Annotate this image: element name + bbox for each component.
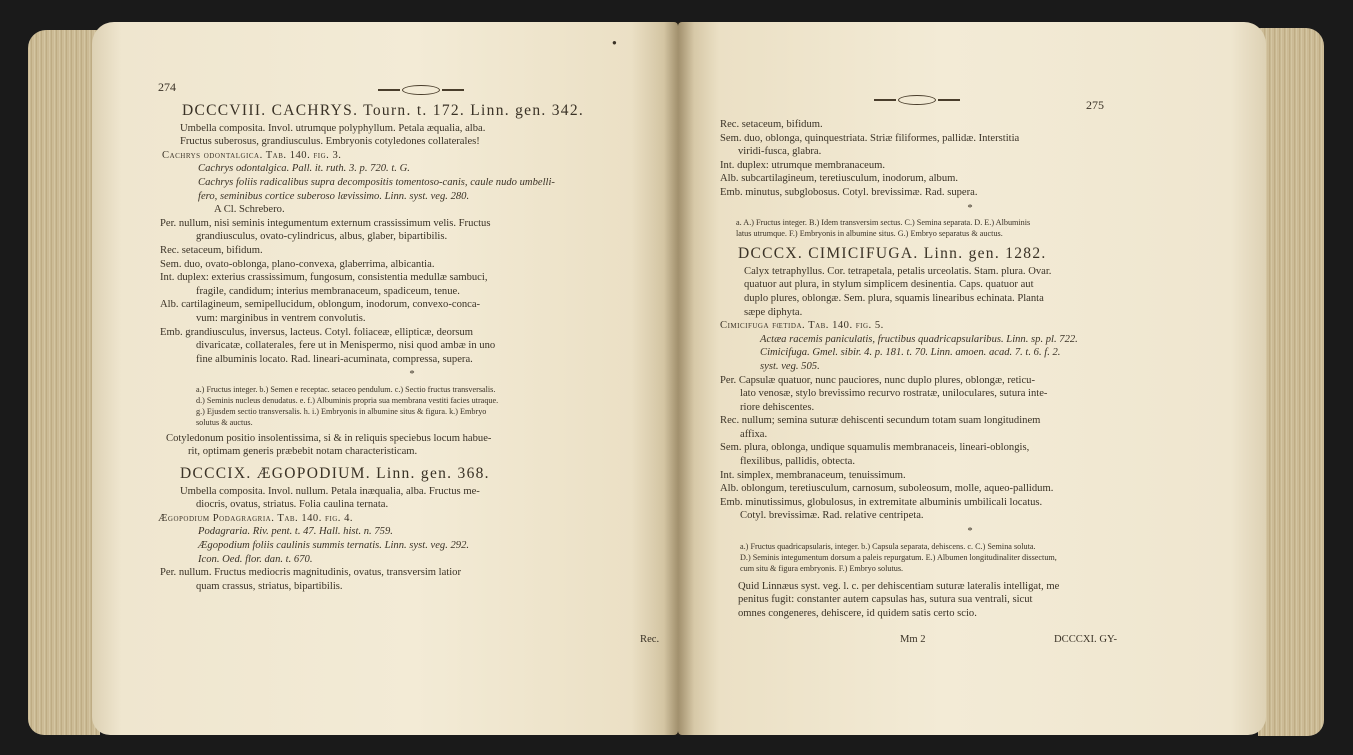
right-catchword: DCCCXI. GY- — [1054, 634, 1117, 645]
asterisk-divider: * — [967, 526, 973, 538]
desc-line: affixa. — [740, 428, 768, 440]
desc-line: grandiusculus, ovato-cylindricus, albus, glaber, bipartibilis. — [196, 231, 448, 243]
intro-line: Umbella composita. Invol. utrumque polyphyllum. Petala æqualia, alba. — [180, 122, 486, 134]
desc-line: Emb. grandiusculus, inversus, lacteus. Cotyl. foliaceæ, ellipticæ, deorsum — [160, 326, 474, 338]
figure-note-line: cum situ & figura embryonis. F.) Embryo solutus. — [740, 563, 904, 573]
synonym-line: syst. veg. 505. — [760, 360, 820, 372]
species-line: Ægopodium Podagragria. Tab. 140. fig. 4. — [158, 512, 354, 524]
left-page — [92, 22, 678, 735]
desc-line: Emb. minutissimus, globulosus, in extremitate albuminis umbilicali locatus. — [720, 496, 1043, 508]
species-line: Cimicifuga fœtida. Tab. 140. fig. 5. — [720, 320, 884, 332]
desc-line: Int. duplex: utrumque membranaceum. — [720, 159, 886, 171]
desc-line: divaricatæ, collaterales, fere ut in Menispermo, nisi quod ambæ in uno — [196, 340, 496, 352]
desc-line: Int. simplex, membranaceum, tenuissimum. — [720, 469, 906, 481]
figure-note-line: d.) Seminis nucleus denudatus. e. f.) Albuminis propria sua membrana vestiti facies utraque. — [196, 395, 499, 405]
left-page-edges — [28, 30, 100, 735]
genus-heading-cimicifuga: DCCCX. CIMICIFUGA. Linn. gen. 1282. — [738, 245, 1047, 263]
desc-line: fragile, candidum; interius membranaceum, spadiceum, tenue. — [196, 285, 460, 297]
desc-line: Per. Capsulæ quatuor, nunc pauciores, nunc duplo plures, oblongæ, reticu- — [720, 374, 1035, 386]
species-line: Cachrys odontalgica. Tab. 140. fig. 3. — [162, 149, 342, 161]
desc-line: Rec. setaceum, bifidum. — [160, 244, 263, 256]
synonym-line: Icon. Oed. flor. dan. t. 670. — [198, 553, 313, 565]
book-gutter — [664, 22, 694, 735]
synonym-line: Cimicifuga. Gmel. sibir. 4. p. 181. t. 70. Linn. amoen. acad. 7. t. 6. f. 2. — [760, 347, 1061, 359]
right-page-edges — [1258, 28, 1324, 736]
intro-line: diocris, ovatus, striatus. Folia caulina ternata. — [196, 499, 389, 511]
intro-line: Fructus suberosus, grandiusculus. Embryonis cotyledones collaterales! — [180, 136, 480, 148]
synonym-line: Ægopodium foliis caulinis summis ternatis. Linn. syst. veg. 292. — [198, 540, 470, 552]
figure-note-line: latus utrumque. F.) Embryonis in albumine situs. G.) Embryo separatus & auctus. — [736, 229, 1003, 239]
desc-line: flexilibus, pallidis, obtecta. — [740, 456, 856, 468]
left-catchword: Rec. — [640, 634, 660, 645]
desc-line: lato venosæ, stylo brevissimo recurvo rostratæ, uniloculares, sutura inte- — [740, 388, 1048, 400]
synonym-line: Podagraria. Riv. pent. t. 47. Hall. hist. n. 759. — [198, 526, 393, 538]
synonym-line: Cachrys foliis radicalibus supra decompositis tomentoso-canis, caule nudo umbelli- — [198, 176, 555, 188]
signature-mark: Mm 2 — [900, 634, 926, 645]
intro-line: Calyx tetraphyllus. Cor. tetrapetala, petalis urceolatis. Stam. plura. Ovar. — [744, 265, 1052, 277]
right-page-number: 275 — [1086, 98, 1104, 112]
desc-line: Alb. oblongum, teretiusculum, carnosum, suboleosum, molle, aqueo-pallidum. — [720, 483, 1054, 495]
desc-line: Alb. cartilagineum, semipellucidum, oblongum, inodorum, convexo-conca- — [160, 299, 481, 311]
desc-line: vum: marginibus in ventrem convolutis. — [196, 312, 366, 324]
left-page-body — [156, 100, 668, 593]
synonym-line: Cachrys odontalgica. Pall. it. ruth. 3. p. 720. t. G. — [198, 163, 410, 175]
intro-line: sæpe diphyta. — [744, 306, 803, 318]
genus-heading-cachrys: DCCCVIII. CACHRYS. Tourn. t. 172. Linn. gen. 342. — [182, 102, 585, 119]
remark-line: rit, optimam generis præbebit notam characteristicam. — [188, 446, 418, 458]
desc-line: Alb. subcartilagineum, teretiusculum, inodorum, album. — [720, 173, 959, 185]
desc-line: Cotyl. brevissimæ. Rad. relative centripeta. — [740, 510, 924, 522]
remark-line: Quid Linnæus syst. veg. l. c. per dehiscentiam suturæ lateralis intelligat, me — [738, 580, 1060, 592]
synonym-line: fero, seminibus cortice suberoso lævissimo. Linn. syst. veg. 280. — [198, 190, 470, 202]
desc-line: Per. nullum. Fructus mediocris magnitudinis, ovatus, transversim latior — [160, 567, 462, 579]
figure-note-line: a.) Fructus integer. b.) Semen e receptac. setaceo pendulum. c.) Sectio fructus transversalis. — [196, 384, 496, 394]
desc-line: Rec. setaceum, bifidum. — [720, 119, 823, 130]
synonym-line: Actæa racemis paniculatis, fructibus quadricapsularibus. Linn. sp. pl. 722. — [760, 333, 1078, 345]
figure-note-line: solutus & auctus. — [196, 417, 253, 427]
figure-note-line: a. A.) Fructus integer. B.) Idem transversim sectus. C.) Semina separata. D. E.) Albuminis — [736, 218, 1031, 228]
desc-line: Per. nullum, nisi seminis integumentum externum crassissimum velis. Fructus — [160, 217, 491, 229]
right-header-ornament-icon — [874, 94, 960, 105]
left-page-number: 274 — [158, 80, 176, 94]
figure-note-line: g.) Ejusdem sectio transversalis. h. i.) Embryonis in albumine situs & figura. k.) Embryo — [196, 406, 487, 416]
desc-line: Sem. duo, ovato-oblonga, plano-convexa, glaberrima, albicantia. — [160, 258, 435, 270]
genus-heading-aegopodium: DCCCIX. ÆGOPODIUM. Linn. gen. 368. — [180, 465, 490, 483]
right-page — [678, 22, 1266, 735]
remark-line: omnes congeneres, dehiscere, id quidem satis certo scio. — [738, 607, 977, 619]
desc-line: riore dehiscentes. — [740, 401, 815, 413]
ink-dot-icon: ● — [612, 38, 617, 47]
intro-line: Umbella composita. Invol. nullum. Petala inæqualia, alba. Fructus me- — [180, 485, 480, 497]
asterisk-divider: * — [967, 202, 973, 214]
left-header-ornament-icon — [378, 84, 464, 95]
desc-line: viridi-fusca, glabra. — [738, 146, 822, 158]
remark-line: Cotyledonum positio insolentissima, si & in reliquis speciebus locum habue- — [166, 432, 492, 444]
intro-line: quatuor aut plura, in stylum simplicem desinentia. Caps. quatuor aut — [744, 279, 1034, 291]
asterisk-divider: * — [409, 369, 415, 381]
desc-line: quam crassus, striatus, bipartibilis. — [196, 580, 343, 592]
source-line: A Cl. Schrebero. — [214, 204, 285, 216]
figure-note-line: a.) Fructus quadricapsularis, integer. b.) Capsula separata, dehiscens. c. C.) Semina soluta. — [740, 541, 1036, 551]
desc-line: Int. duplex: exterius crassissimum, fungosum, consistentia medullæ sambuci, — [160, 272, 488, 284]
right-page-body — [720, 118, 1220, 620]
desc-line: Sem. plura, oblonga, undique squamulis membranaceis, lineari-oblongis, — [720, 442, 1030, 454]
desc-line: fine albuminis locato. Rad. lineari-acuminata, compressa, supera. — [196, 353, 473, 365]
figure-note-line: D.) Seminis integumentum dorsum a paleis repurgatum. E.) Albumen longitudinaliter dissectum, — [740, 552, 1057, 562]
desc-line: Emb. minutus, subglobosus. Cotyl. brevissimæ. Rad. supera. — [720, 186, 978, 198]
remark-line: penitus fugit: constanter autem capsulas has, sutura sua ventrali, sicut — [738, 594, 1033, 606]
desc-line: Rec. nullum; semina suturæ dehiscenti secundum totam suam longitudinem — [720, 415, 1041, 427]
desc-line: Sem. duo, oblonga, quinquestriata. Striæ filiformes, pallidæ. Interstitia — [720, 132, 1020, 144]
intro-line: duplo plures, oblongæ. Sem. plura, squamis linearibus echinata. Planta — [744, 292, 1044, 304]
